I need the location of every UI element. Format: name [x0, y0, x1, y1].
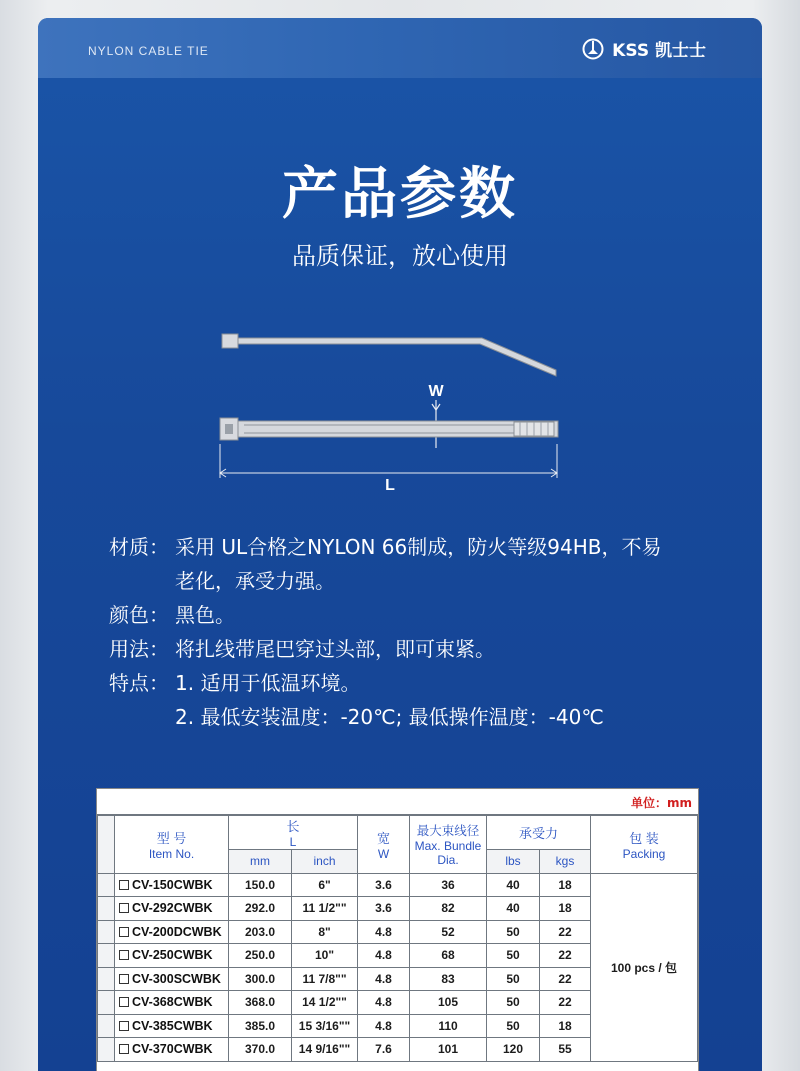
header-length: 长 L — [229, 816, 358, 850]
brand-logo[interactable] — [582, 36, 706, 61]
header-model: 型 号 Item No. — [115, 816, 229, 874]
product-panel — [38, 18, 762, 1071]
header-strength: 承受力 — [487, 816, 591, 850]
spec-color: 颜色： 黑色。 — [109, 603, 235, 627]
packing-value: 100 pcs / 包 — [591, 873, 698, 1061]
brand-name: KSS 凯士士 — [612, 41, 706, 61]
row-checkbox[interactable] — [119, 1021, 129, 1031]
w-label: W — [428, 383, 444, 400]
header-lbs: lbs — [487, 850, 540, 874]
header-kgs: kgs — [540, 850, 591, 874]
row-checkbox[interactable] — [119, 927, 129, 937]
row-checkbox[interactable] — [119, 997, 129, 1007]
header-bundle: 最大束线径 Max. Bundle Dia. — [410, 816, 487, 874]
kss-logo-icon — [582, 38, 604, 60]
row-checkbox[interactable] — [119, 903, 129, 913]
row-checkbox[interactable] — [119, 880, 129, 890]
header-mm: mm — [229, 850, 292, 874]
header-width: 宽 W — [358, 816, 410, 874]
header-caption: NYLON CABLE TIE — [88, 44, 209, 58]
spec-list — [109, 530, 709, 734]
row-checkbox[interactable] — [119, 1044, 129, 1054]
table-row: CV-385CWBK 385.0 15 3/16"" 4.8 110 50 18 — [98, 1014, 698, 1038]
table-row: CV-150CWBK 150.0 6" 3.6 36 40 18 100 pcs / 包 — [98, 873, 698, 897]
row-checkbox[interactable] — [119, 974, 129, 984]
row-checkbox[interactable] — [119, 950, 129, 960]
table-row: CV-300SCWBK 300.0 11 7/8"" 4.8 83 50 22 — [98, 967, 698, 991]
cable-tie-diagram — [214, 326, 564, 496]
spec-table — [96, 788, 699, 1071]
spec-features: 特点： 1. 适用于低温环境。 2. 最低安装温度：-20℃; 最低操作温度：-40℃ — [109, 671, 604, 729]
table-row: CV-250CWBK 250.0 10" 4.8 68 50 22 — [98, 944, 698, 968]
page-title: 产品参数 — [282, 162, 518, 227]
table-row: CV-292CWBK 292.0 11 1/2"" 3.6 82 40 18 — [98, 897, 698, 921]
l-label: L — [385, 477, 395, 494]
header-packing: 包 装 Packing — [591, 816, 698, 874]
table-row: CV-200DCWBK 203.0 8" 4.8 52 50 22 — [98, 920, 698, 944]
spec-material: 材质： 采用 UL合格之NYLON 66制成，防火等级94HB，不易 老化，承受力强。 — [109, 535, 662, 593]
header-bar — [38, 18, 762, 78]
spec-usage: 用法： 将扎线带尾巴穿过头部，即可束紧。 — [109, 637, 495, 661]
page-subtitle: 品质保证，放心使用 — [292, 242, 508, 270]
table-row: CV-370CWBK 370.0 14 9/16"" 7.6 101 120 55 — [98, 1038, 698, 1062]
table-row: CV-368CWBK 368.0 14 1/2"" 4.8 105 50 22 — [98, 991, 698, 1015]
unit-label: 单位：mm — [97, 789, 698, 815]
header-inch: inch — [292, 850, 358, 874]
